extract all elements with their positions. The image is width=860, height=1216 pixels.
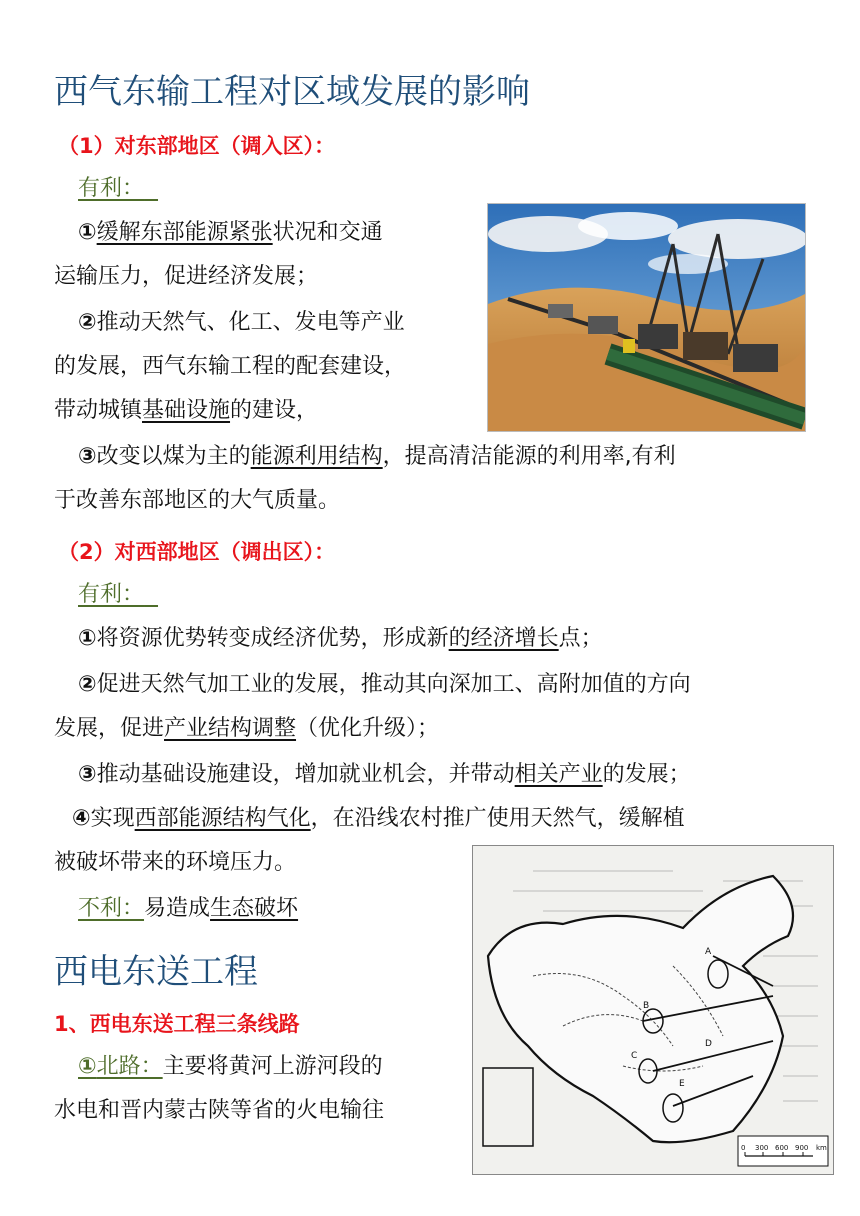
- west-point-4-cont: 被破坏带来的环境压力。: [54, 850, 297, 875]
- underlined-term: 的经济增长: [448, 626, 559, 651]
- text: 改变以煤为主的: [96, 444, 251, 469]
- east-point-3-cont: 于改善东部地区的大气质量。: [54, 488, 341, 513]
- routes-heading: 1、西电东送工程三条线路: [54, 1012, 300, 1036]
- route-label: 北路：: [96, 1054, 163, 1079]
- east-pros-label: [78, 174, 158, 204]
- text: 推动天然气、化工、发电等产业: [96, 310, 405, 335]
- east-point-2: [78, 308, 405, 338]
- east-point-1: [78, 218, 383, 248]
- text: 的发展；: [602, 762, 691, 787]
- num-marker: ①: [78, 220, 97, 245]
- route-letter-a: A: [705, 947, 712, 957]
- west-cons: [78, 894, 298, 924]
- cons-label: 不利：: [78, 896, 145, 921]
- num-marker: ③: [78, 444, 97, 469]
- underlined-term: 能源利用结构: [250, 444, 383, 469]
- num-marker: ②: [78, 310, 97, 335]
- east-point-3: [78, 442, 676, 472]
- num-marker: ②: [78, 672, 97, 697]
- underlined-term: 缓解东部能源紧张: [96, 220, 273, 245]
- west-east-power-map: [472, 845, 834, 1175]
- route-letter-e: E: [679, 1079, 685, 1089]
- underlined-term: 相关产业: [514, 762, 603, 787]
- text: 发展，促进: [54, 716, 165, 741]
- west-point-1: [78, 624, 603, 654]
- text: 的建设，: [230, 398, 319, 423]
- east-point-1-cont: 运输压力，促进经济发展；: [54, 264, 319, 289]
- route-letter-d: D: [705, 1039, 712, 1049]
- num-marker: ①: [78, 1054, 97, 1079]
- num-marker: ④: [72, 806, 91, 831]
- west-point-3: [78, 760, 691, 790]
- west-heading: （2）对西部地区（调出区）：: [58, 540, 336, 564]
- text: 将资源优势转变成经济优势，形成新: [96, 626, 449, 651]
- pros-label-text: 有利：: [78, 176, 145, 201]
- route-north: [78, 1052, 383, 1082]
- text: 点；: [558, 626, 603, 651]
- west-point-2: [78, 670, 691, 700]
- text: ，提高清洁能源的利用率,有利: [382, 444, 676, 469]
- scale-label: 600: [775, 1144, 789, 1152]
- text: 状况和交通: [272, 220, 383, 245]
- pipeline-construction-photo: [487, 203, 806, 432]
- text: 主要将黄河上游河段的: [162, 1054, 383, 1079]
- route-letter-b: B: [643, 1001, 650, 1011]
- east-heading: （1）对东部地区（调入区）：: [58, 134, 336, 158]
- page-title: 西气东输工程对区域发展的影响: [54, 72, 530, 112]
- route-letter-c: C: [631, 1051, 638, 1061]
- text: 易造成: [144, 896, 211, 921]
- west-point-2-cont: [54, 714, 439, 744]
- num-marker: ③: [78, 762, 97, 787]
- underlined-term: 基础设施: [142, 398, 231, 423]
- text: 推动基础设施建设，增加就业机会，并带动: [96, 762, 515, 787]
- text: ，在沿线农村推广使用天然气，缓解植: [310, 806, 685, 831]
- section-title: 西电东送工程: [54, 952, 258, 992]
- scale-label: km: [816, 1144, 827, 1152]
- pros-label-text: 有利：: [78, 582, 145, 607]
- east-point-2-line2: 的发展，西气东输工程的配套建设，: [54, 354, 407, 379]
- underlined-term: 生态破坏: [210, 896, 299, 921]
- west-pros-label: [78, 580, 158, 610]
- text: 带动城镇: [54, 398, 143, 423]
- underlined-term: 产业结构调整: [164, 716, 297, 741]
- scale-label: 900: [795, 1144, 809, 1152]
- scale-label: 300: [755, 1144, 769, 1152]
- scale-label: 0: [741, 1144, 746, 1152]
- text: 实现: [90, 806, 135, 831]
- text: （优化升级）；: [296, 716, 440, 741]
- route-north-cont: 水电和晋内蒙古陕等省的火电输往: [54, 1098, 385, 1123]
- text: 促进天然气加工业的发展，推动其向深加工、高附加值的方向: [96, 672, 691, 697]
- west-point-4: [72, 804, 685, 834]
- east-point-2-line3: [54, 396, 318, 426]
- num-marker: ①: [78, 626, 97, 651]
- underlined-term: 西部能源结构气化: [134, 806, 311, 831]
